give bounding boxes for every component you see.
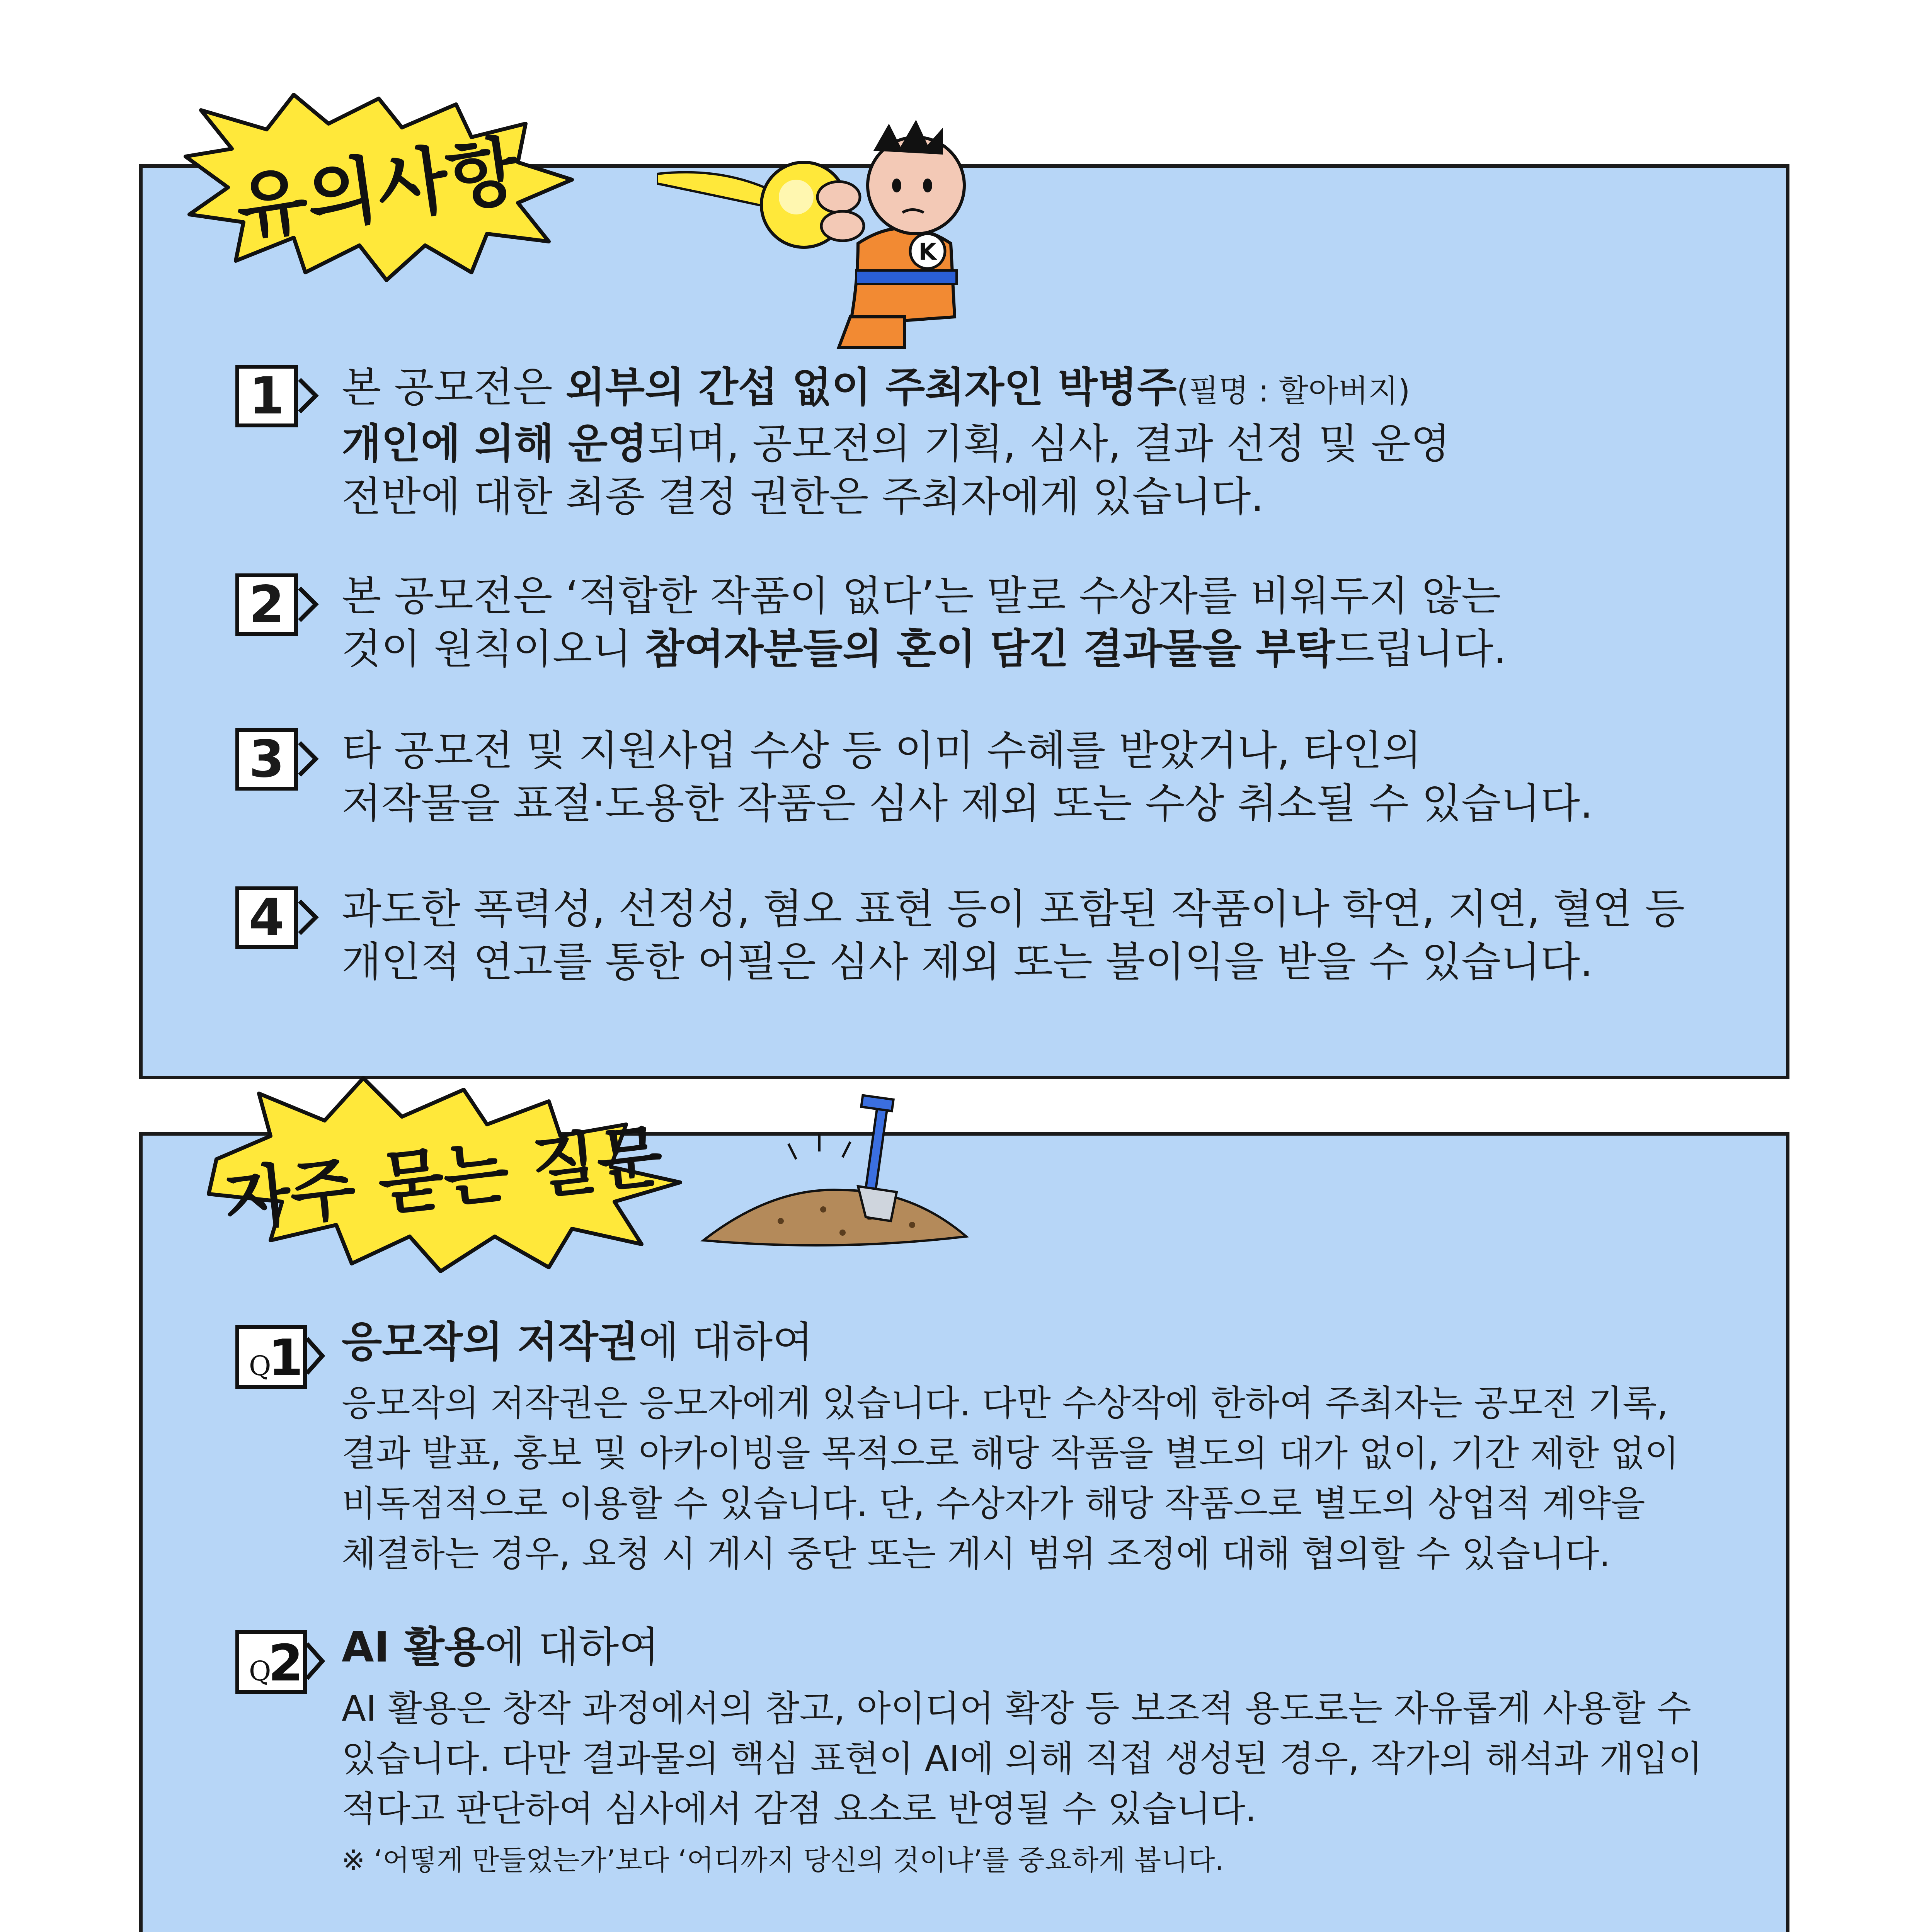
starburst-icon: [178, 87, 603, 296]
number-badge: 4: [235, 886, 298, 949]
faq-answer: AI 활용은 창작 과정에서의 참고, 아이디어 확장 등 보조적 용도로는 자유롭게 사용할 수 있습니다. 다만 결과물의 핵심 표현이 AI에 의해 직접 생성된 경우, 작가의 해석과 개입이 적다고 판단하여 심사에서 감점 요소로 반영될 수 있습니다. ※ ‘어떻게 만들었는가’보다 ‘어디까지 당신의 것이냐’를 중요하게 봅니다.: [342, 1684, 1714, 1881]
arrow-tick-icon: [297, 740, 319, 778]
number-badge: 2: [235, 573, 298, 636]
faq-heading: AI 활용에 대하여: [342, 1623, 659, 1672]
arrow-tick-icon: [297, 376, 319, 415]
faq-note: ※ ‘어떻게 만들었는가’보다 ‘어디까지 당신의 것이냐’를 중요하게 봅니다.: [342, 1844, 1224, 1876]
faq-title-burst: [201, 1070, 696, 1279]
notice-text: 과도한 폭력성, 선정성, 혐오 표현 등이 포함된 작품이나 학연, 지연, 혈연 등 개인적 연고를 통한 어필은 심사 제외 또는 불이익을 받을 수 있습니다.: [342, 885, 1685, 986]
kid-badge-label: K: [918, 238, 937, 265]
shovel-icon: [696, 1094, 974, 1256]
shovel-mound-illustration: [696, 1094, 974, 1257]
faq-answer: 응모작의 저작권은 응모자에게 있습니다. 다만 수상작에 한하여 주최자는 공모전 기록, 결과 발표, 홍보 및 아카이빙을 목적으로 해당 작품을 별도의 대가 없이, 기간 제한 없이 비독점적으로 이용할 수 있습니다. 단, 수상자가 해당 작품으로 별도의 상업적 계약을 체결하는 경우, 요청 시 게시 중단 또는 게시 범위 조정에 대해 협의할 수 있습니다.: [342, 1383, 1679, 1575]
starburst-icon: [201, 1070, 696, 1279]
faq-title: 자주 묻는 질문: [221, 1117, 666, 1241]
kid-character-illustration: [657, 116, 1005, 357]
notice-text: 본 공모전은 외부의 간섭 없이 주최자인 박병주(필명 : 할아버지) 개인에 의해 운영되며, 공모전의 기획, 심사, 결과 선정 및 운영 전반에 대한 최종 결정 권한은 주최자에게 있습니다.: [342, 364, 1451, 520]
notice-title-burst: [178, 87, 603, 296]
q-number-badge: [235, 1622, 328, 1696]
svg-text:2: 2: [268, 1634, 303, 1692]
svg-text:Q: Q: [249, 1655, 271, 1687]
faq-heading: 응모작의 저작권에 대하여: [342, 1318, 813, 1366]
number-badge: 3: [235, 728, 298, 791]
number-badge: 1: [235, 365, 298, 427]
notice-text: 본 공모전은 ‘적합한 작품이 없다’는 말로 수상자를 비워두지 않는 것이 원칙이오니 참여자분들의 혼이 담긴 결과물을 부탁드립니다.: [342, 572, 1507, 673]
arrow-tick-icon: [297, 898, 319, 937]
arrow-tick-icon: [297, 585, 319, 624]
notice-title: 유의사항: [231, 127, 524, 252]
svg-text:Q: Q: [249, 1350, 271, 1382]
q-number-badge: [235, 1317, 328, 1391]
svg-text:1: 1: [268, 1328, 303, 1387]
notice-text: 타 공모전 및 지원사업 수상 등 이미 수혜를 받았거나, 타인의 저작물을 표절·도용한 작품은 심사 제외 또는 수상 취소될 수 있습니다.: [342, 727, 1593, 827]
